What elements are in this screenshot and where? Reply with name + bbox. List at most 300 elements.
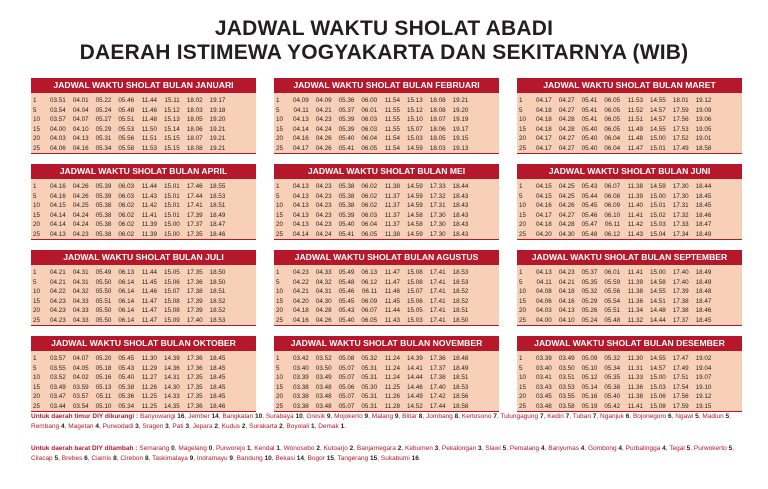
city-name: Sukabumi [380,455,410,462]
table-row [517,364,742,374]
minute-offset: 9 [229,455,234,462]
time-cell: 14.57 [650,364,666,372]
time-cell: 19.06 [695,116,712,123]
time-cell: 06.08 [604,192,621,200]
date-cell: 5 [33,106,37,114]
time-cell: 05.48 [118,106,135,114]
time-cell: 05.37 [581,269,598,276]
table-row [517,230,742,240]
date-cell: 15 [519,297,527,305]
table-row [31,134,256,144]
table-row [517,383,742,393]
time-cell: 03.50 [315,364,332,372]
time-cell: 18.07 [429,116,446,123]
date-cell: 10 [33,288,41,295]
city-name: Pati [172,423,184,430]
note-intro: Untuk daerah barat DIY ditambah : [31,445,138,452]
time-cell: 18.03 [429,144,446,152]
time-cell: 17.36 [429,355,446,362]
city-name: Kebumen [404,445,433,452]
time-cell: 05.48 [604,316,621,324]
table-row [517,134,742,144]
date-cell: 25 [519,144,527,152]
time-cell: 04.28 [558,125,575,133]
table-row [274,373,499,383]
time-cell: 17.36 [186,402,203,410]
time-cell: 04.23 [315,116,332,123]
time-cell: 04.30 [558,230,575,238]
time-cell: 17.56 [672,116,689,123]
time-cell: 05.34 [118,402,135,410]
minute-offset: 5 [502,445,507,452]
time-cell: 04.31 [72,278,89,286]
table-row [517,211,742,221]
time-cell: 17.31 [672,202,689,209]
city-name: Mojokerto [334,413,363,420]
minute-offset: 6 [84,455,88,462]
time-cell: 05.08 [338,355,355,362]
city-name: Ngawi [675,413,694,420]
time-cell: 06.05 [361,230,378,238]
time-cell: 17.42 [429,393,446,400]
time-cell: 05.16 [95,374,112,381]
time-cell: 17.39 [672,288,689,295]
time-cell: 03.42 [293,355,309,362]
time-cell: 04.31 [315,288,332,295]
time-cell: 11.45 [141,278,157,286]
date-cell: 15 [276,125,284,133]
table-row [31,306,256,316]
time-cell: 15.07 [407,288,423,295]
time-cell: 15.00 [164,221,180,228]
minute-offset: 3 [185,423,190,430]
table-row [517,125,742,135]
time-cell: 18.51 [209,288,226,295]
time-cell: 05.10 [581,364,598,372]
time-cell: 15.06 [407,297,423,305]
city-name: Malang [371,413,394,420]
time-cell: 04.13 [293,202,309,209]
date-cell: 1 [276,269,280,276]
month-card [517,164,742,240]
time-cell: 17.40 [186,316,203,324]
minute-offset: 2 [214,423,218,430]
time-cell: 14.58 [650,278,666,286]
time-cell: 05.49 [338,269,355,276]
time-cell: 04.27 [558,135,575,142]
time-cell: 11.46 [384,288,400,295]
minute-offset: 4 [580,445,585,452]
time-cell: 05.31 [361,393,378,400]
time-cell: 18.46 [209,402,226,410]
time-cell: 03.48 [536,402,552,410]
time-cell: 17.30 [429,230,446,238]
time-cell: 05.06 [338,383,355,391]
city-name: Nganjuk [600,413,624,420]
minute-offset: 5 [686,445,691,452]
time-cell: 18.50 [209,269,226,276]
time-cell: 04.15 [536,192,552,200]
time-cell: 04.23 [315,183,332,190]
minute-offset: 9 [394,413,399,420]
date-cell: 1 [33,269,37,276]
time-cell: 05.38 [118,383,135,391]
time-cell: 18.47 [695,297,712,305]
time-cell: 11.30 [141,355,157,362]
time-cell: 03.57 [72,393,89,400]
minute-offset: 1 [310,423,315,430]
date-cell: 5 [519,192,523,200]
date-cell: 5 [33,278,37,286]
month-title: JADWAL WAKTU SHOLAT BULAN FEBRUARI [274,78,499,93]
time-cell: 05.46 [338,288,355,295]
time-cell: 19.04 [695,364,712,372]
time-cell: 04.23 [50,307,66,314]
city-name: Indramayu [196,455,228,462]
time-cell: 05.56 [118,135,135,142]
time-cell: 17.38 [186,288,203,295]
city-name: Pekalongan [441,445,477,452]
time-cell: 18.47 [209,221,226,228]
time-cell: 04.23 [50,316,66,324]
time-cell: 05.45 [581,202,598,209]
time-cell: 18.05 [186,116,203,123]
time-cell: 04.03 [50,135,66,142]
time-cell: 18.52 [452,288,469,295]
time-cell: 11.39 [141,221,157,228]
time-cell: 11.43 [141,192,157,200]
time-cell: 18.49 [452,364,469,372]
time-cell: 18.53 [209,192,226,200]
time-cell: 11.45 [384,297,400,305]
date-cell: 1 [519,183,523,190]
time-cell: 19.18 [209,106,226,114]
time-cell: 04.33 [72,307,89,314]
time-cell: 03.57 [50,355,66,362]
time-cell: 11.26 [384,393,400,400]
time-cell: 06.02 [361,202,378,209]
minute-offset: 1 [247,445,251,452]
time-cell: 03.49 [315,374,332,381]
time-cell: 03.48 [315,402,332,410]
time-cell: 06.13 [361,269,378,276]
minute-offset: 3 [478,445,482,452]
time-cell: 15.08 [407,269,423,276]
time-cell: 14.51 [650,297,666,305]
time-cell: 11.39 [627,278,643,286]
time-cell: 05.43 [581,183,598,190]
month-table [274,179,499,240]
time-cell: 17.41 [429,297,446,305]
date-cell: 1 [33,183,37,190]
time-cell: 05.53 [118,125,135,133]
time-cell: 04.18 [536,221,552,228]
time-cell: 11.39 [141,230,157,238]
time-cell: 15.12 [407,106,423,114]
date-cell: 1 [276,97,280,104]
minute-offset: 9 [326,413,331,420]
time-cell: 15.01 [164,211,180,219]
table-row [274,201,499,211]
time-cell: 05.41 [581,97,598,104]
time-cell: 05.39 [95,192,112,200]
time-cell: 06.02 [361,192,378,200]
time-cell: 05.42 [604,402,621,410]
time-cell: 06.05 [604,106,621,114]
table-row [31,392,256,402]
table-row [31,354,256,364]
table-row [274,115,499,125]
minute-offset: 5 [728,445,733,452]
time-cell: 11.38 [384,230,400,238]
date-cell: 20 [33,135,41,142]
time-cell: 18.46 [209,230,226,238]
table-row [274,316,499,326]
east-adjustment-note: Untuk daerah timur DIY dikurangi : Banyuwangi 16, Jember 14, Bangkalan 10, Surabaya 10, Gresik 9, Mojokerto 9, Malang 9, Blitar 8, Jombang 8, Kertosono 7, Tulungagung 7, Kediri 7, Tuban 7, Nganjuk 6, Bojonegoro 6, Ngawi 5, Madiun 5, Rembang 4, Magetan 4, Purwodadi 3, Sragen 3, Pati 3, Jepara 2, Kudus 2, Surakarta 2, Boyolali 1, Demak 1. [31,413,731,430]
time-cell: 05.10 [95,402,112,410]
time-cell: 05.50 [95,278,112,286]
time-cell: 17.34 [672,230,689,238]
time-cell: 18.45 [695,202,712,209]
time-cell: 05.35 [581,278,598,286]
time-cell: 11.47 [384,269,400,276]
time-cell: 17.40 [672,269,689,276]
time-cell: 04.33 [315,269,332,276]
date-cell: 20 [33,393,41,400]
time-cell: 17.38 [672,307,689,314]
time-cell: 06.13 [118,269,135,276]
month-title: JADWAL WAKTU SHOLAT BULAN JULI [31,250,256,265]
time-cell: 15.08 [164,307,180,314]
time-cell: 04.05 [72,364,89,372]
time-cell: 19.20 [209,116,226,123]
minute-offset: 10 [295,413,303,420]
date-cell: 5 [276,192,280,200]
time-cell: 18.58 [452,402,469,410]
time-cell: 05.34 [604,364,621,372]
month-title: JADWAL WAKTU SHOLAT BULAN SEPTEMBER [517,250,742,265]
table-row [274,383,499,393]
time-cell: 03.52 [50,374,66,381]
time-cell: 11.47 [141,307,157,314]
time-cell: 11.26 [141,383,157,391]
table-row [517,96,742,106]
table-row [31,115,256,125]
time-cell: 18.07 [186,135,203,142]
time-cell: 18.56 [452,393,469,400]
time-cell: 04.23 [293,269,309,276]
time-cell: 06.03 [361,125,378,133]
time-cell: 04.26 [315,144,332,152]
time-cell: 14.55 [650,288,666,295]
time-cell: 15.01 [164,202,180,209]
time-cell: 05.41 [581,106,598,114]
time-cell: 05.31 [361,402,378,410]
time-cell: 05.40 [604,393,621,400]
city-name: Bandung [236,455,263,462]
time-cell: 04.28 [558,116,575,123]
time-cell: 04.14 [293,230,309,238]
date-cell: 25 [33,144,41,152]
time-cell: 06.05 [604,125,621,133]
time-cell: 06.14 [118,288,135,295]
time-cell: 05.35 [604,374,621,381]
time-cell: 04.16 [50,183,66,190]
city-name: Gresik [306,413,326,420]
time-cell: 05.29 [581,297,598,305]
date-cell: 5 [33,192,37,200]
time-cell: 11.55 [384,125,400,133]
city-name: Kediri [547,413,564,420]
minute-offset: 8 [144,455,149,462]
time-cell: 15.00 [650,135,666,142]
time-cell: 11.28 [384,402,400,410]
date-cell: 1 [519,269,523,276]
table-row [274,106,499,116]
date-cell: 5 [276,106,280,114]
city-name: Banyumas [548,445,579,452]
time-cell: 11.43 [384,316,400,324]
time-cell: 04.24 [72,221,89,228]
time-cell: 04.21 [315,106,332,114]
time-cell: 03.54 [50,106,66,114]
time-cell: 05.38 [95,230,112,238]
minute-offset: 7 [565,413,570,420]
time-cell: 18.44 [695,183,712,190]
time-cell: 17.38 [429,374,446,381]
time-cell: 15.00 [164,230,180,238]
time-cell: 11.37 [384,221,400,228]
city-name: Jombang [426,413,453,420]
time-cell: 04.23 [315,221,332,228]
time-cell: 05.39 [338,211,355,219]
time-cell: 04.13 [293,183,309,190]
table-row [31,287,256,297]
time-cell: 14.59 [407,183,423,190]
minute-offset: 3 [165,423,169,430]
time-cell: 05.40 [581,135,598,142]
time-cell: 14.48 [650,307,666,314]
time-cell: 04.15 [50,202,66,209]
time-cell: 03.49 [558,355,575,362]
time-cell: 18.45 [209,374,226,381]
date-cell: 1 [519,355,523,362]
minute-offset: 4 [61,423,65,430]
time-cell: 05.41 [338,144,355,152]
city-name: Jepara [192,423,213,430]
month-card [274,250,499,326]
time-cell: 04.10 [558,316,575,324]
time-cell: 18.45 [209,393,226,400]
city-name: Purwodadi [102,423,134,430]
table-row [517,392,742,402]
time-cell: 04.17 [293,144,309,152]
table-row [274,220,499,230]
date-cell: 15 [276,211,284,219]
time-cell: 03.39 [536,355,552,362]
city-name: Kutoarjo [323,445,348,452]
table-row [517,287,742,297]
date-cell: 15 [33,297,41,305]
table-row [517,144,742,154]
time-cell: 18.03 [186,106,203,114]
table-row [274,278,499,288]
time-cell: 04.17 [536,135,552,142]
time-cell: 11.51 [141,135,157,142]
time-cell: 14.52 [407,402,423,410]
time-cell: 04.03 [536,307,552,314]
time-cell: 06.05 [604,116,621,123]
time-cell: 17.38 [672,297,689,305]
time-cell: 06.12 [361,278,378,286]
time-cell: 18.01 [672,97,689,104]
time-cell: 05.51 [604,307,621,314]
time-cell: 17.30 [429,221,446,228]
time-cell: 03.48 [315,393,332,400]
month-table [31,351,256,412]
date-cell: 10 [519,116,527,123]
time-cell: 05.49 [95,269,112,276]
time-cell: 18.47 [695,221,712,228]
time-cell: 05.18 [95,364,112,372]
time-cell: 06.14 [118,307,135,314]
time-cell: 11.25 [141,393,157,400]
west-adjustment-note: Untuk daerah barat DIY ditambah : Semarang 0, Magelang 0, Purworejo 1, Kendal 1, Wonosobo 2, Kutoarjo 2, Banjarnegara 2, Kebumen 3, Pekalongan 3, Slawi 5, Pemalang 4, Banyumas 4, Gombong 4, Purbalingga 4, Tegal 5, Purwokerto 5, Cilacap 5, Brebes 6, Ciamis 8, Cirebon 8, Taskimalaya 9, Indramayu 9, Bandung 10, Bekasi 14, Bogor 15, Tangerang 15, Sukabumi 16. [31,445,734,462]
city-name: Bojonegoro [632,413,667,420]
time-cell: 11.47 [141,297,157,305]
time-cell: 11.32 [627,316,643,324]
time-cell: 14.58 [407,221,423,228]
time-cell: 04.26 [72,192,89,200]
time-cell: 06.11 [604,221,621,228]
date-cell: 25 [276,316,284,324]
time-cell: 03.59 [72,383,89,391]
time-cell: 15.01 [650,202,666,209]
time-cell: 17.49 [672,144,689,152]
time-cell: 17.35 [186,383,203,391]
table-row [274,364,499,374]
minute-offset: 8 [418,413,423,420]
time-cell: 05.39 [338,125,355,133]
time-cell: 15.01 [164,183,180,190]
time-cell: 15.10 [407,116,423,123]
time-cell: 05.44 [581,192,598,200]
city-name: Jember [188,413,210,420]
time-cell: 17.41 [429,278,446,286]
time-cell: 11.29 [141,364,157,372]
time-cell: 05.39 [95,183,112,190]
city-name: Boyolali [286,423,310,430]
minute-offset: 5 [695,413,699,420]
month-table [274,265,499,326]
time-cell: 18.46 [695,307,712,314]
time-cell: 19.17 [209,97,226,104]
time-cell: 14.55 [650,97,666,104]
time-cell: 04.07 [72,355,89,362]
date-cell: 25 [33,316,41,324]
time-cell: 11.38 [627,288,643,295]
time-cell: 19.15 [452,135,469,142]
minute-offset: 0 [171,445,175,452]
time-cell: 15.03 [407,135,423,142]
table-row [274,297,499,307]
time-cell: 17.39 [186,307,203,314]
page-title-line1: JADWAL WAKTU SHOLAT ABADI [214,17,554,40]
table-row [274,392,499,402]
city-name: Taskimalaya [152,455,188,462]
date-cell: 10 [519,288,527,295]
time-cell: 06.07 [604,183,621,190]
